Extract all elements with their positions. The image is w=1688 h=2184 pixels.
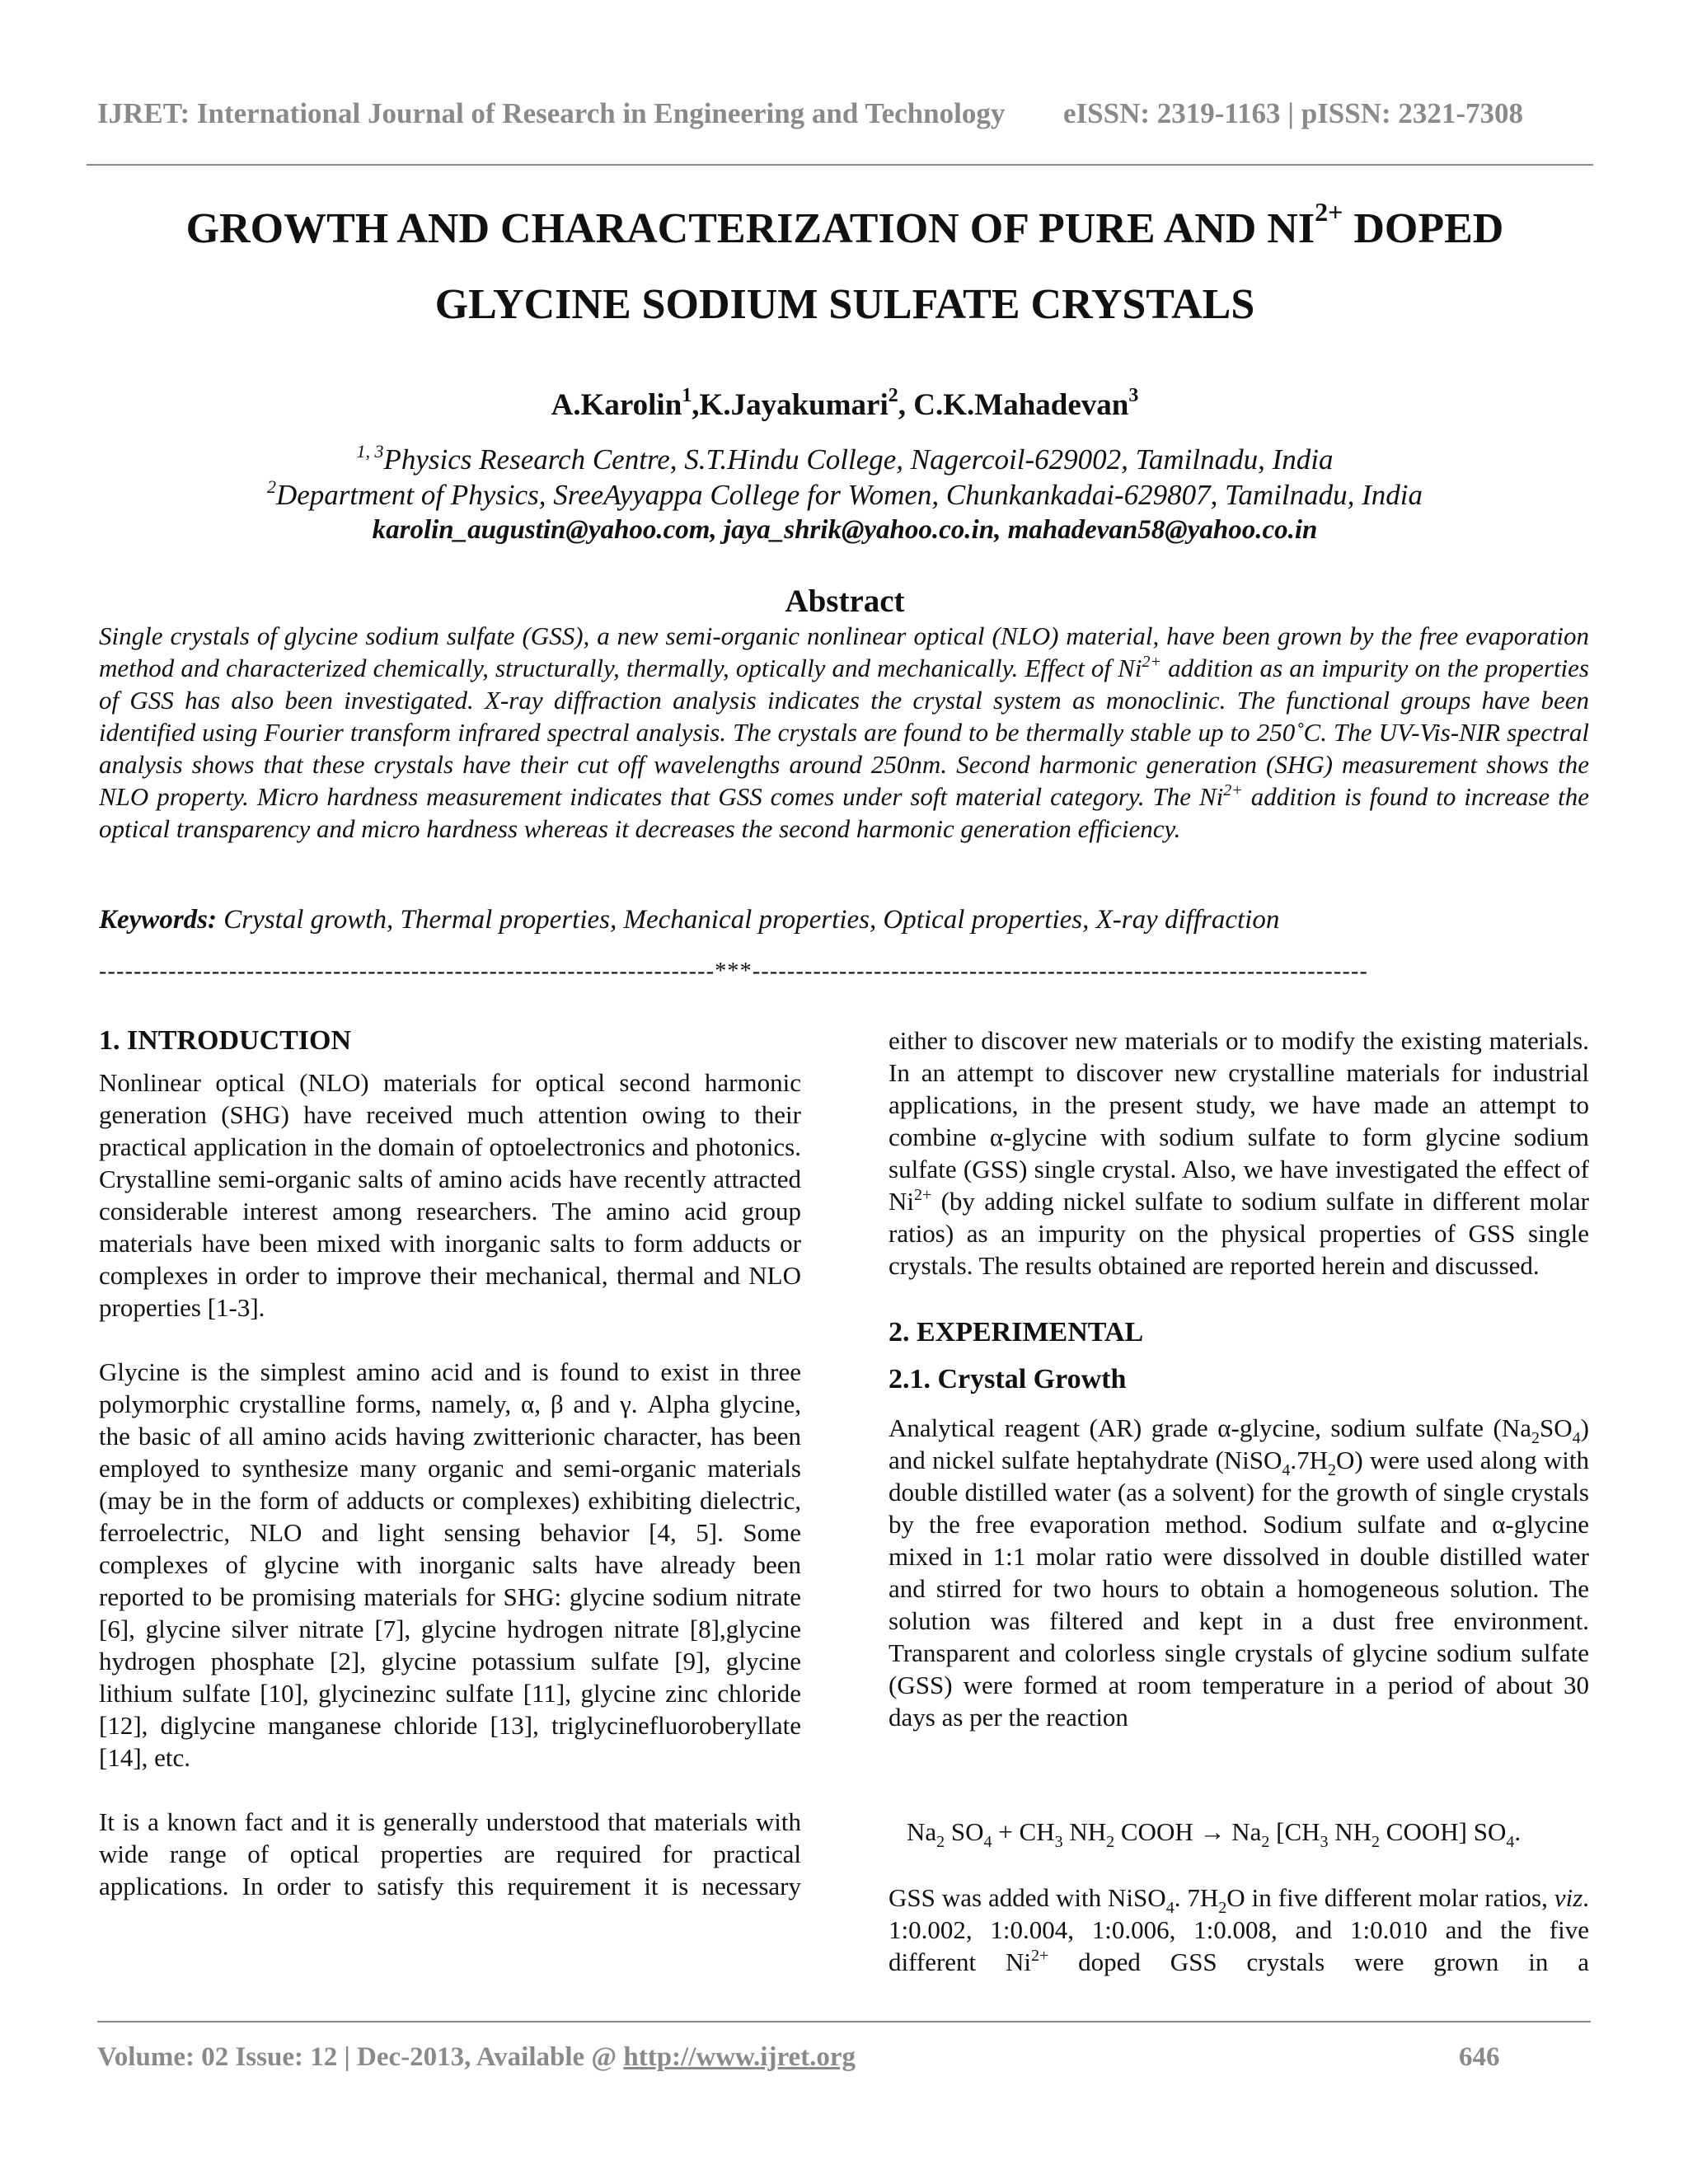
page-number: 646	[1459, 2042, 1500, 2072]
right-p1-text-1: either to discover new materials or to modify the existing materials. In an attempt to discover new crystalline materials for industrial applications, in the present study, we have made an attempt to combine α-glycine with sodium sulfate to form glycine sodium sulfate (GSS) single crystal. Also, we have investigated the effect of Ni	[889, 1026, 1589, 1216]
header-rule	[87, 164, 1593, 166]
crystal-growth-paragraph	[889, 1412, 1589, 1733]
right-paragraph-1	[889, 1024, 1589, 1282]
doping-part: . 1:0.002, 1:0.004, 1:0.006, 1:0.008, and 1:0.010 and the five different Ni	[889, 1883, 1590, 1976]
eq-part: [CH	[1269, 1817, 1320, 1846]
intro-paragraph-1: Nonlinear optical (NLO) materials for optical second harmonic generation (SHG) have received much attention owing to their practical application in the domain of optoelectronics and photonics. Crystalline semi-organic salts of amino acids have recently attracted considerable interest among researchers. The amino acid group materials have been mixed with inorganic salts to form adducts or complexes in order to improve their mechanical, thermal and NLO properties [1-3].	[99, 1068, 801, 1322]
right-column	[889, 1024, 1589, 1765]
affiliation-1	[82, 443, 1607, 476]
journal-header: IJRET: International Journal of Research in Engineering and Technology	[97, 97, 1006, 129]
keywords	[99, 905, 1589, 935]
footer-volume-text: Volume: 02 Issue: 12 | Dec-2013, Available @	[97, 2042, 624, 2072]
paper-title-line-2: GLYCINE SODIUM SULFATE CRYSTALS	[434, 281, 1255, 328]
abstract-text	[99, 620, 1589, 845]
cg-text-d: .7H	[1290, 1446, 1329, 1474]
keywords-label: Keywords:	[99, 905, 217, 935]
eq-sub: 4	[1506, 1833, 1515, 1851]
author-3-sup: 3	[1128, 385, 1139, 406]
reaction-equation	[907, 1817, 1522, 1851]
eq-sub: 2	[1261, 1833, 1270, 1851]
eq-part: SO	[945, 1817, 984, 1846]
abstract-part-3: addition is found to increase the optical transparency and micro hardness whereas it decreases the second harmonic generation efficiency.	[99, 782, 1589, 843]
cg-sub-1: 2	[1531, 1429, 1540, 1447]
footer-volume	[97, 2042, 856, 2073]
abstract-part-2: addition as an impurity on the properties of GSS has also been investigated. X-ray diffraction analysis indicates the crystal system as monoclinic. The functional groups have been identified using Fourier transform infrared spectral analysis. The crystals are found to be thermally stable up to 250˚C. The UV-Vis-NIR spectral analysis shows that these crystals have their cut off wavelengths around 250nm. Second harmonic generation (SHG) measurement shows the NLO property. Micro hardness measurement indicates that GSS comes under soft material category. The Ni	[99, 654, 1589, 811]
eq-sub: 2	[936, 1833, 945, 1851]
eq-part: NH	[1328, 1817, 1372, 1846]
eq-part: .	[1514, 1817, 1522, 1846]
eq-sub: 3	[1320, 1833, 1329, 1851]
doping-part: O in five different molar ratios,	[1226, 1883, 1554, 1912]
eq-part: Na	[907, 1817, 937, 1846]
intro-paragraph-2: Glycine is the simplest amino acid and is found to exist in three polymorphic crystalline forms, namely, α, β and γ. Alpha glycine, the basic of all amino acids having zwitterionic character, has been employed to synthesize many organic and semi-organic materials (may be in the form of adducts or complexes) exhibiting dielectric, ferroelectric, NLO and light sensing behavior [4, 5]. Some complexes of glycine with inorganic salts have already been reported to be promising materials for SHG: glycine sodium nitrate [6], glycine silver nitrate [7], glycine hydrogen nitrate [8],glycine hydrogen phosphate [2], glycine potassium sulfate [9], glycine lithium sulfate [10], glycinezinc sulfate [11], glycine zinc chloride [12], diglycine manganese chloride [13], triglycinefluoroberyllate [14], etc.	[99, 1357, 801, 1772]
eq-sub: 4	[983, 1833, 992, 1851]
cg-sub-2: 4	[1572, 1429, 1581, 1447]
authors	[82, 387, 1607, 423]
doping-sub: 2	[1218, 1899, 1227, 1917]
eq-sub: 2	[1372, 1833, 1381, 1851]
right-p1-sup: 2+	[914, 1186, 932, 1204]
experimental-heading: 2. EXPERIMENTAL	[889, 1317, 1144, 1347]
affiliation-2-text: Department of Physics, SreeAyyappa College for Women, Chunkankadai-629807, Tamilnadu, India	[275, 479, 1423, 511]
author-emails: karolin_augustin@yahoo.com, jaya_shrik@yahoo.co.in, mahadevan58@yahoo.co.in	[372, 515, 1318, 545]
doping-part: GSS was added with NiSO	[889, 1883, 1166, 1912]
right-p1-text-2: (by adding nickel sulfate to sodium sulfate in different molar ratios) as an impurity on the physical properties of GSS single crystals. The results obtained are reported herein and discussed.	[889, 1187, 1589, 1280]
abstract-part-1: Single crystals of glycine sodium sulfate (GSS), a new semi-organic nonlinear optical (NLO) material, have been grown by the free evaporation method and characterized chemically, structurally, thermally, optically and mechanically. Effect of Ni	[99, 621, 1589, 682]
cg-text-a: Analytical reagent (AR) grade α-glycine, sodium sulfate (Na	[889, 1413, 1532, 1442]
affiliation-1-sup: 1, 3	[356, 441, 384, 462]
doping-sub: 4	[1165, 1899, 1175, 1917]
section-divider: -----------------------------------------------------------------------***-----------------------------------------------------------------------	[99, 958, 1369, 984]
eq-part: NH	[1062, 1817, 1107, 1846]
paper-title-line-1	[82, 197, 1607, 253]
author-1-sup: 1	[682, 385, 692, 406]
doping-part: doped GSS crystals were grown in a	[1048, 1947, 1590, 1976]
eq-sub: 3	[1054, 1833, 1063, 1851]
author-2: ,K.Jayakumari	[692, 388, 889, 422]
affiliation-1-text: Physics Research Centre, S.T.Hindu College, Nagercoil-629002, Tamilnadu, India	[383, 443, 1334, 476]
author-2-sup: 2	[888, 385, 898, 406]
eq-part: COOH] SO	[1380, 1817, 1507, 1846]
affiliation-2-sup: 2	[266, 476, 276, 497]
doping-text	[889, 1882, 1589, 1978]
abstract-sup-1: 2+	[1142, 653, 1161, 671]
left-column	[99, 1024, 801, 1934]
cg-sub-3: 4	[1282, 1461, 1291, 1479]
title-text-2: DOPED	[1343, 205, 1504, 252]
doping-part: . 7H	[1174, 1883, 1219, 1912]
abstract-heading: Abstract	[785, 583, 905, 619]
doping-viz: viz	[1554, 1883, 1583, 1912]
author-3: , C.K.Mahadevan	[898, 388, 1129, 422]
crystal-growth-heading: 2.1. Crystal Growth	[889, 1364, 1127, 1394]
eq-sub: 2	[1106, 1833, 1115, 1851]
author-1: A.Karolin	[551, 388, 682, 422]
affiliation-2	[82, 476, 1607, 512]
title-superscript: 2+	[1315, 197, 1343, 227]
doping-paragraph	[889, 1882, 1589, 2010]
cg-text-b: SO	[1540, 1413, 1573, 1442]
intro-paragraph-3: It is a known fact and it is generally understood that materials with wide range of optical properties are required for practical applications. In order to satisfy this requirement it is necessary	[99, 1807, 801, 1900]
doping-sup: 2+	[1031, 1947, 1049, 1965]
eq-part: + CH	[992, 1817, 1055, 1846]
title-text-1: GROWTH AND CHARACTERIZATION OF PURE AND NI	[185, 205, 1315, 252]
keywords-text: Crystal growth, Thermal properties, Mechanical properties, Optical properties, X-ray diffraction	[217, 905, 1280, 935]
issn-header: eISSN: 2319-1163 | pISSN: 2321-7308	[1063, 97, 1524, 129]
introduction-heading: 1. INTRODUCTION	[99, 1025, 352, 1056]
cg-text-c: ) and nickel sulfate heptahydrate (NiSO	[889, 1413, 1589, 1474]
cg-sub-4: 2	[1328, 1461, 1337, 1479]
footer-rule	[97, 2021, 1591, 2022]
eq-part: COOH → Na	[1114, 1817, 1262, 1846]
journal-link[interactable]: http://www.ijret.org	[623, 2042, 856, 2072]
cg-text-e: O) were used along with double distilled water (as a solvent) for the growth of single crystals by the free evaporation method. Sodium sulfate and α-glycine mixed in 1:1 molar ratio were dissolved in double distilled water and stirred for two hours to obtain a homogeneous solution. The solution was filtered and kept in a dust free environment. Transparent and colorless single crystals of glycine sodium sulfate (GSS) were formed at room temperature in a period of about 30 days as per the reaction	[889, 1446, 1589, 1732]
abstract-sup-2: 2+	[1223, 781, 1243, 799]
